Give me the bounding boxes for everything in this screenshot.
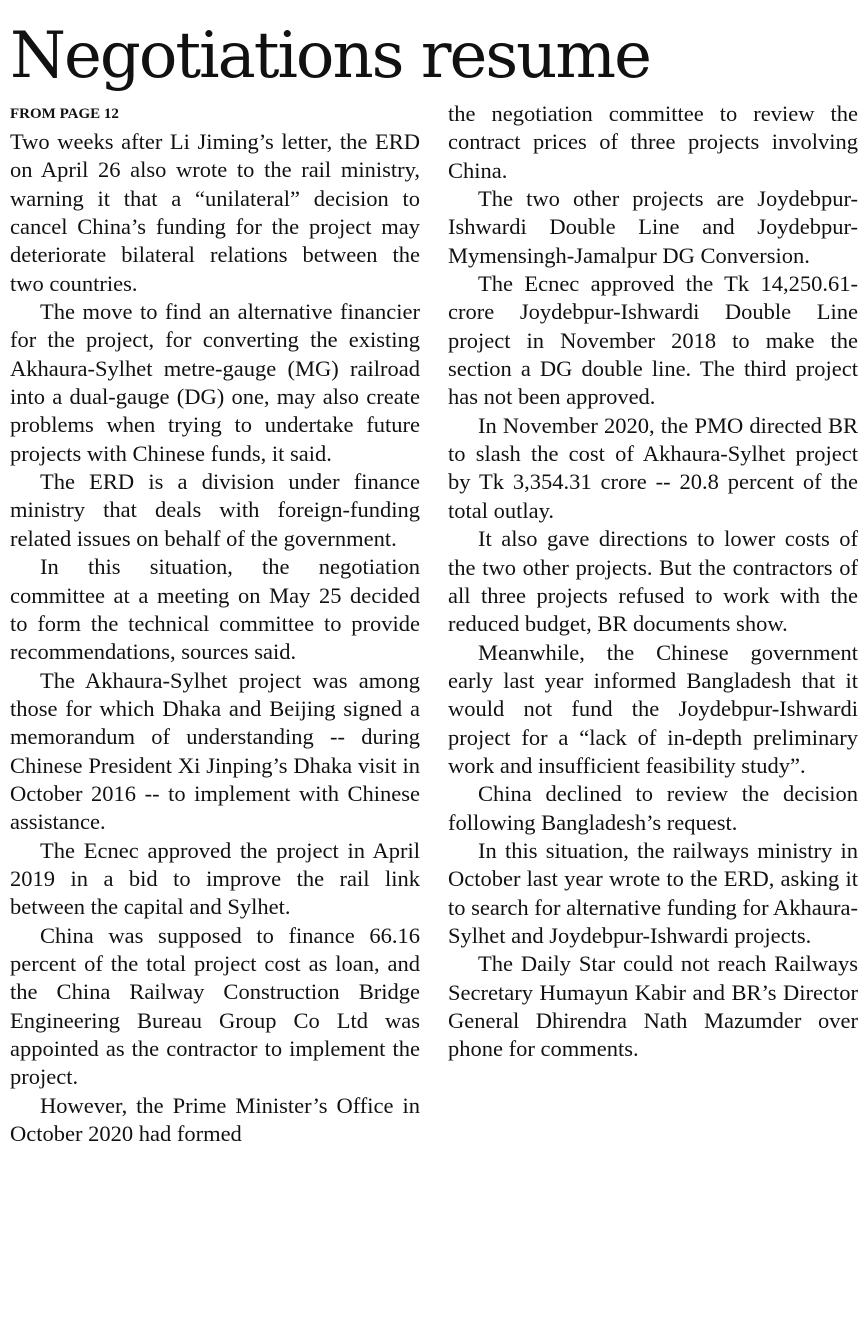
paragraph: The Akhaura-Sylhet project was among those for which Dhaka and Beijing signed a memorandum of understanding -- during Chinese President Xi Jinping’s Dhaka visit in October 2016 -- to implement with Chinese assistance. [10, 667, 420, 835]
paragraph: The Ecnec approved the Tk 14,250.61-crore Joydebpur-Ishwardi Double Line project in November 2018 to make the section a DG double line. The third project has not been approved. [448, 271, 858, 410]
paragraph: In this situation, the negotiation committee at a meeting on May 25 decided to form the technical committee to provide recommendations, sources said. [10, 554, 420, 665]
from-page-kicker: FROM PAGE 12 [10, 106, 119, 122]
paragraph: In November 2020, the PMO directed BR to slash the cost of Akhaura-Sylhet project by Tk 3,354.31 crore -- 20.8 percent of the total outlay. [448, 412, 858, 523]
paragraph: The two other projects are Joydebpur-Ishwardi Double Line and Joydebpur-Mymensingh-Jamalpur DG Conversion. [448, 186, 858, 268]
paragraph: China was supposed to finance 66.16 percent of the total project cost as loan, and the China Railway Construction Bridge Engineering Bureau Group Co Ltd was appointed as the contractor to implement the project. [10, 922, 420, 1090]
left-column [10, 128, 420, 1148]
paragraph: The Daily Star could not reach Railways Secretary Humayun Kabir and BR’s Director General Dhirendra Nath Mazumder over phone for comments. [448, 951, 858, 1062]
paragraph: The ERD is a division under finance ministry that deals with foreign-funding related issues on behalf of the government. [10, 469, 420, 551]
headline: Negotiations resume [10, 19, 650, 93]
paragraph: Two weeks after Li Jiming’s letter, the ERD on April 26 also wrote to the rail ministry, warning it that a “unilateral” decision to cancel China’s funding for the project may deteriorate bilateral relations between the two countries. [10, 129, 420, 296]
paragraph: Meanwhile, the Chinese government early last year informed Bangladesh that it would not fund the Joydebpur-Ishwardi project for a “lack of in-depth preliminary work and insufficient feasibility study”. [448, 639, 858, 778]
paragraph: The Ecnec approved the project in April 2019 in a bid to improve the rail link between the capital and Sylhet. [10, 837, 420, 920]
paragraph: It also gave directions to lower costs of the two other projects. But the contractors of all three projects refused to work with the reduced budget, BR documents show. [448, 526, 858, 637]
paragraph: China declined to review the decision following Bangladesh’s request. [448, 781, 858, 835]
right-column [448, 100, 858, 1064]
paragraph: In this situation, the railways ministry in October last year wrote to the ERD, asking it to search for alternative funding for Akhaura-Sylhet and Joydebpur-Ishwardi projects. [448, 837, 858, 948]
paragraph: the negotiation committee to review the contract prices of three projects involving China. [448, 101, 858, 183]
paragraph: The move to find an alternative financier for the project, for converting the existing Akhaura-Sylhet metre-gauge (MG) railroad into a dual-gauge (DG) one, may also create problems when trying to undertake future projects with Chinese funds, it said. [10, 299, 420, 466]
paragraph: However, the Prime Minister’s Office in October 2020 had formed [10, 1092, 420, 1147]
